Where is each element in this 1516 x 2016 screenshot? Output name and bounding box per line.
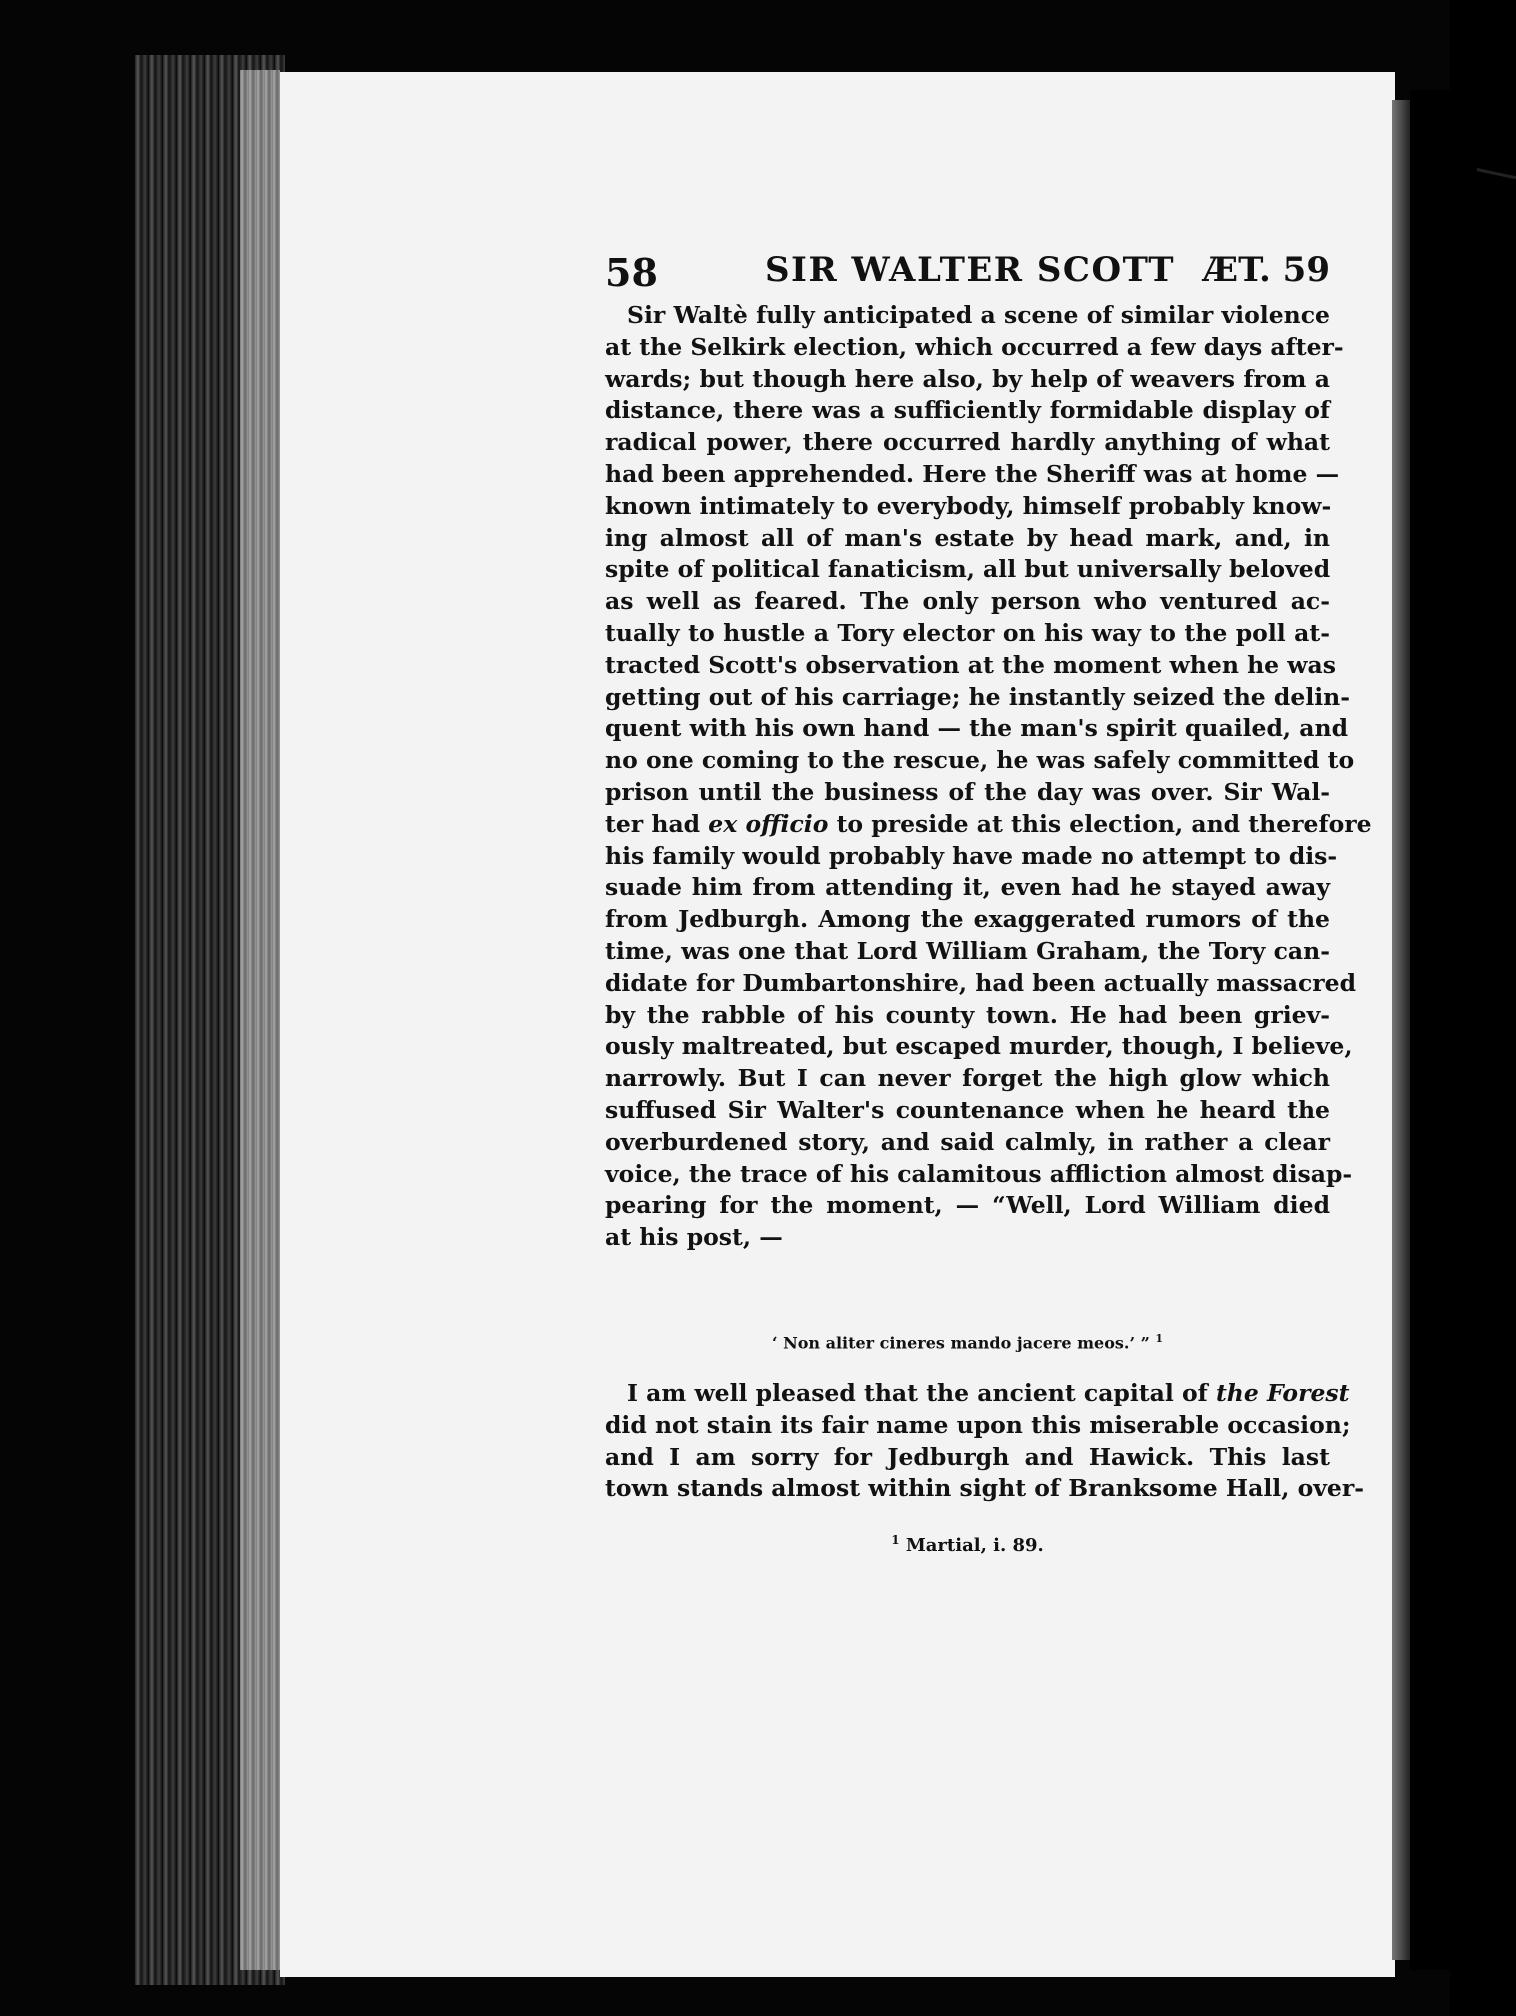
running-age: ÆT. 59	[1202, 250, 1330, 290]
text-line: at his post, —	[605, 1223, 783, 1252]
footnote	[605, 1533, 1330, 1556]
text-line: known intimately to everybody, himself probably know-	[605, 491, 1332, 520]
italic-phrase: ex officio	[708, 809, 829, 838]
text-line: did not stain its fair name upon this miserable occasion;	[605, 1410, 1351, 1439]
running-head	[605, 242, 1330, 302]
page-number: 58	[605, 250, 658, 295]
text-line: his family would probably have made no attempt to dis-	[605, 841, 1338, 870]
text-line: no one coming to the rescue, he was safely committed to	[605, 746, 1355, 775]
text-line: wards; but though here also, by help of weavers from a	[605, 364, 1330, 393]
text-line: had been apprehended. Here the Sheriff was at home —	[605, 459, 1340, 488]
text-line: ing almost all of man's estate by head mark, and, in	[605, 523, 1330, 552]
text-line: suffused Sir Walter's countenance when he heard the	[605, 1095, 1330, 1124]
text-line: tracted Scott's observation at the moment when he was	[605, 650, 1336, 679]
page-mark	[1474, 168, 1516, 193]
text-line: narrowly. But I can never forget the high glow which	[605, 1064, 1330, 1093]
text-line: at the Selkirk election, which occurred a few days after-	[605, 332, 1344, 361]
text-line: as well as feared. The only person who ventured ac-	[605, 587, 1330, 616]
text-line: getting out of his carriage; he instantly seized the delin-	[605, 682, 1351, 711]
text-line: voice, the trace of his calamitous affliction almost disap-	[605, 1159, 1353, 1188]
text-line: suade him from attending it, even had he stayed away	[605, 873, 1330, 902]
text-line: radical power, there occurred hardly anything of what	[605, 428, 1330, 457]
footnote-reference: 1	[1155, 1332, 1164, 1345]
text-line: ously maltreated, but escaped murder, though, I believe,	[605, 1032, 1353, 1061]
text-line: ter had ex officio to preside at this election, and therefore	[605, 809, 1372, 838]
text-line: by the rabble of his county town. He had been griev-	[605, 1000, 1330, 1029]
text-line: and I am sorry for Jedburgh and Hawick. This last	[605, 1442, 1330, 1471]
quotation-text: ‘ Non aliter cineres mando jacere meos.’ ”	[771, 1333, 1150, 1353]
text-line: spite of political fanaticism, all but universally beloved	[605, 555, 1331, 584]
text-line: distance, there was a sufficiently formidable display of	[605, 396, 1330, 425]
text-line: quent with his own hand — the man's spirit quailed, and	[605, 714, 1349, 743]
italic-phrase: the Forest	[1215, 1379, 1350, 1407]
footnote-mark: 1	[891, 1533, 900, 1547]
running-title: SIR WALTER SCOTT	[765, 250, 1176, 290]
page-edges	[240, 70, 280, 1970]
body-paragraph-2	[605, 1378, 1364, 1505]
text-line: didate for Dumbartonshire, had been actually massacred	[605, 968, 1357, 997]
facing-page-edge	[1392, 100, 1410, 1960]
text-line: time, was one that Lord William Graham, the Tory can-	[605, 936, 1330, 965]
text-line: tually to hustle a Tory elector on his way to the poll at-	[605, 618, 1330, 647]
text-line: overburdened story, and said calmly, in rather a clear	[605, 1127, 1330, 1156]
body-paragraph-1	[605, 300, 1372, 1254]
text-line: town stands almost within sight of Branksome Hall, over-	[605, 1474, 1364, 1503]
footnote-text: Martial, i. 89.	[905, 1535, 1044, 1556]
text-line: I am well pleased that the ancient capital of the Forest	[627, 1379, 1350, 1407]
latin-quotation	[605, 1332, 1330, 1352]
text-line: from Jedburgh. Among the exaggerated rumors of the	[605, 905, 1330, 934]
scan-border	[1410, 90, 1450, 1970]
text-line: pearing for the moment, — “Well, Lord William died	[605, 1191, 1330, 1220]
text-line: Sir Waltè fully anticipated a scene of similar violence	[627, 301, 1330, 329]
text-line: prison until the business of the day was over. Sir Wal-	[605, 777, 1330, 806]
